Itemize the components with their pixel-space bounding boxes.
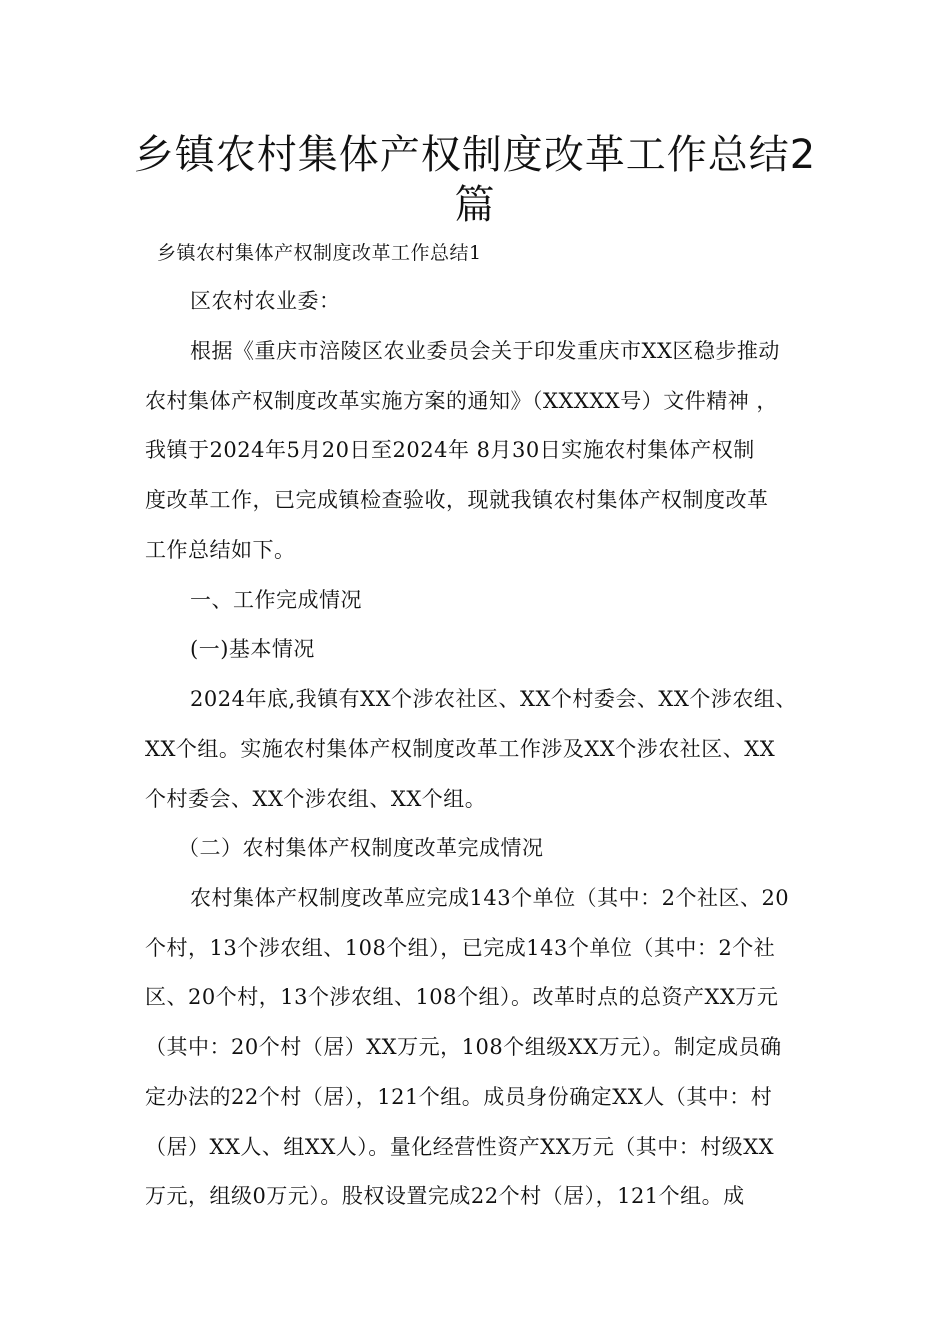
body-line: 度改革工作，已完成镇检查验收，现就我镇农村集体产权制度改革: [145, 488, 769, 512]
addressee-line: 区农村农业委：: [190, 289, 341, 313]
body-line: 万元，组级0万元）。股权设置完成22个村（居），121个组。成: [145, 1184, 745, 1208]
body-line: 工作总结如下。: [145, 538, 296, 562]
body-line: 个村，13个涉农组、108个组），已完成143个单位（其中：2个社: [145, 936, 776, 960]
document-subtitle: 乡镇农村集体产权制度改革工作总结1: [157, 242, 482, 264]
document-title-line-2: 篇: [454, 182, 496, 228]
section-heading: 一、工作完成情况: [190, 588, 362, 612]
body-line: XX个组。实施农村集体产权制度改革工作涉及XX个涉农社区、XX: [145, 737, 776, 761]
body-line: 我镇于2024年5月20日至2024年 8月30日实施农村集体产权制: [145, 438, 755, 462]
body-line: 农村集体产权制度改革应完成143个单位（其中：2个社区、20: [190, 886, 790, 910]
body-line: 定办法的22个村（居），121个组。成员身份确定XX人（其中：村: [145, 1085, 773, 1109]
body-line: 区、20个村，13个涉农组、108个组）。改革时点的总资产XX万元: [145, 985, 779, 1009]
subsection-heading: （二）农村集体产权制度改革完成情况: [178, 836, 544, 860]
document-title-line-1: 乡镇农村集体产权制度改革工作总结2: [133, 132, 817, 178]
body-line: 个村委会、XX个涉农组、XX个组。: [145, 787, 487, 811]
body-line: 根据《重庆市涪陵区农业委员会关于印发重庆市XX区稳步推动: [190, 339, 780, 363]
body-line: （其中：20个村（居）XX万元，108个组级XX万元）。制定成员确: [145, 1035, 782, 1059]
body-line: 农村集体产权制度改革实施方案的通知》（XXXXX号）文件精神 ，: [145, 389, 778, 413]
subsection-heading: (一)基本情况: [190, 637, 315, 661]
body-line: （居）XX人、组XX人）。量化经营性资产XX万元（其中：村级XX: [145, 1135, 775, 1159]
body-line: 2024年底,我镇有XX个涉农社区、XX个村委会、XX个涉农组、: [190, 687, 797, 711]
